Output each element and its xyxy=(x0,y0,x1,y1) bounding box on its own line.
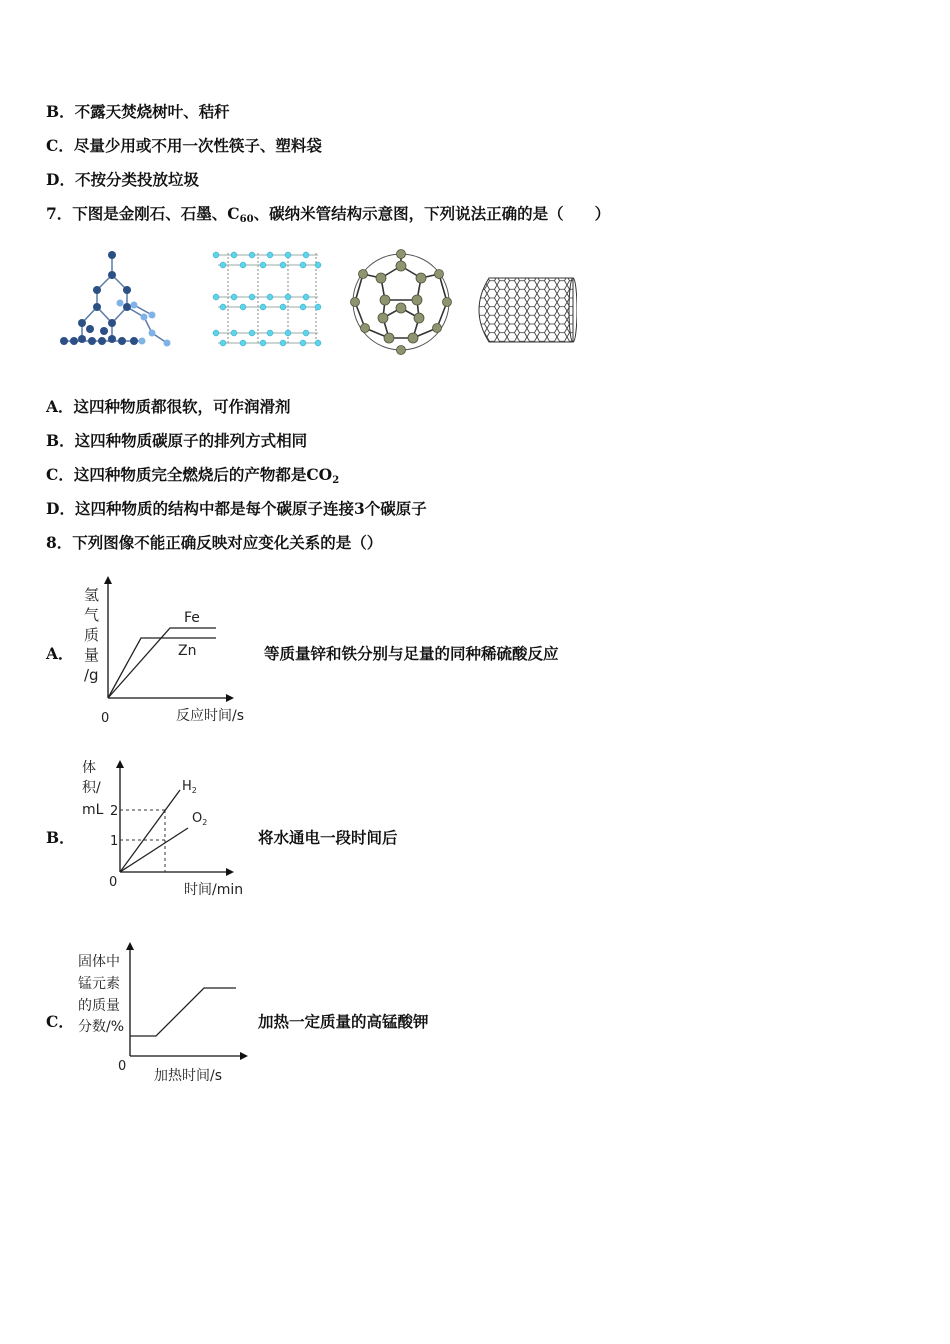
question-number: 7． xyxy=(46,204,73,223)
o2-label: $O_2$ xyxy=(192,811,208,827)
q6-option-d xyxy=(46,170,199,190)
option-text: 这四种物质碳原子的排列方式相同 xyxy=(74,431,308,450)
q7-option-a xyxy=(46,397,291,417)
q7-stem xyxy=(46,204,610,230)
option-text: 这四种物质的结构中都是每个碳原子连接3个碳原子 xyxy=(74,499,427,518)
h2-line xyxy=(120,790,180,872)
fe-label: Fe xyxy=(184,610,200,626)
option-label: A． xyxy=(46,397,74,416)
q8-graph-a xyxy=(76,572,266,727)
x-axis-label: 时间/min xyxy=(184,882,244,898)
q6-option-c xyxy=(46,136,322,156)
stem-text: 、碳纳米管结构示意图，下列说法正确的是（ ） xyxy=(253,204,611,223)
origin-label: 0 xyxy=(109,875,118,890)
q8-option-a-label: A． xyxy=(46,644,74,663)
stem-text: 下图是金刚石、石墨、C xyxy=(72,204,240,223)
q8-option-b-desc: 将水通电一段时间后 xyxy=(258,828,398,847)
q7-option-b xyxy=(46,431,307,451)
option-label: C． xyxy=(46,465,74,484)
h2-label: $H_2$ xyxy=(182,779,197,795)
option-label: D． xyxy=(46,170,75,189)
q8-graph-b xyxy=(76,752,256,902)
graphite-structure-figure xyxy=(208,245,324,355)
option-text: 不按分类投放垃圾 xyxy=(74,170,199,189)
x-axis-label: 加热时间/s xyxy=(154,1068,223,1084)
q8-graph-c xyxy=(74,938,260,1088)
option-text: 这四种物质完全燃烧后的产物都是CO xyxy=(73,465,333,484)
stem-text: 下列图像不能正确反映对应变化关系的是（） xyxy=(72,533,383,552)
y-axis-label: 固体中 锰元素 的质量 分数/% xyxy=(78,954,125,1035)
option-label: D． xyxy=(46,499,75,518)
q6-option-b xyxy=(46,102,230,122)
q8-option-c-desc: 加热一定质量的高锰酸钾 xyxy=(258,1012,429,1031)
question-number: 8． xyxy=(46,533,73,552)
q7-option-d xyxy=(46,499,427,519)
stem-subscript: 60 xyxy=(239,214,254,225)
carbon-nanotube-figure xyxy=(467,272,577,348)
zn-line xyxy=(108,638,216,698)
option-text: 不露天焚烧树叶、秸秆 xyxy=(74,102,230,121)
option-subscript: 2 xyxy=(332,475,340,486)
option-text: 尽量少用或不用一次性筷子、塑料袋 xyxy=(73,136,322,155)
o2-line xyxy=(120,828,188,872)
q8-option-b-label: B． xyxy=(46,828,75,847)
origin-label: 0 xyxy=(118,1059,127,1074)
option-label: B． xyxy=(46,102,75,121)
c60-structure-figure xyxy=(345,248,457,356)
option-label: B． xyxy=(46,431,75,450)
q8-option-a-desc: 等质量锌和铁分别与足量的同种稀硫酸反应 xyxy=(264,644,559,663)
origin-label: 0 xyxy=(101,711,110,726)
option-label: C． xyxy=(46,136,74,155)
q8-stem xyxy=(46,533,382,553)
mn-fraction-line xyxy=(130,988,236,1036)
y-axis-label: 体 积/ mL xyxy=(82,760,104,818)
q7-option-c xyxy=(46,465,339,491)
zn-label: Zn xyxy=(178,643,197,659)
diamond-structure-figure xyxy=(52,245,177,355)
y-axis-label: 氢 气 质 量 /g xyxy=(84,586,100,684)
x-axis-label: 反应时间/s xyxy=(176,708,245,724)
option-text: 这四种物质都很软，可作润滑剂 xyxy=(73,397,291,416)
tick-label: 1 xyxy=(110,834,119,849)
q8-option-c-label: C． xyxy=(46,1012,74,1031)
tick-label: 2 xyxy=(110,804,119,819)
